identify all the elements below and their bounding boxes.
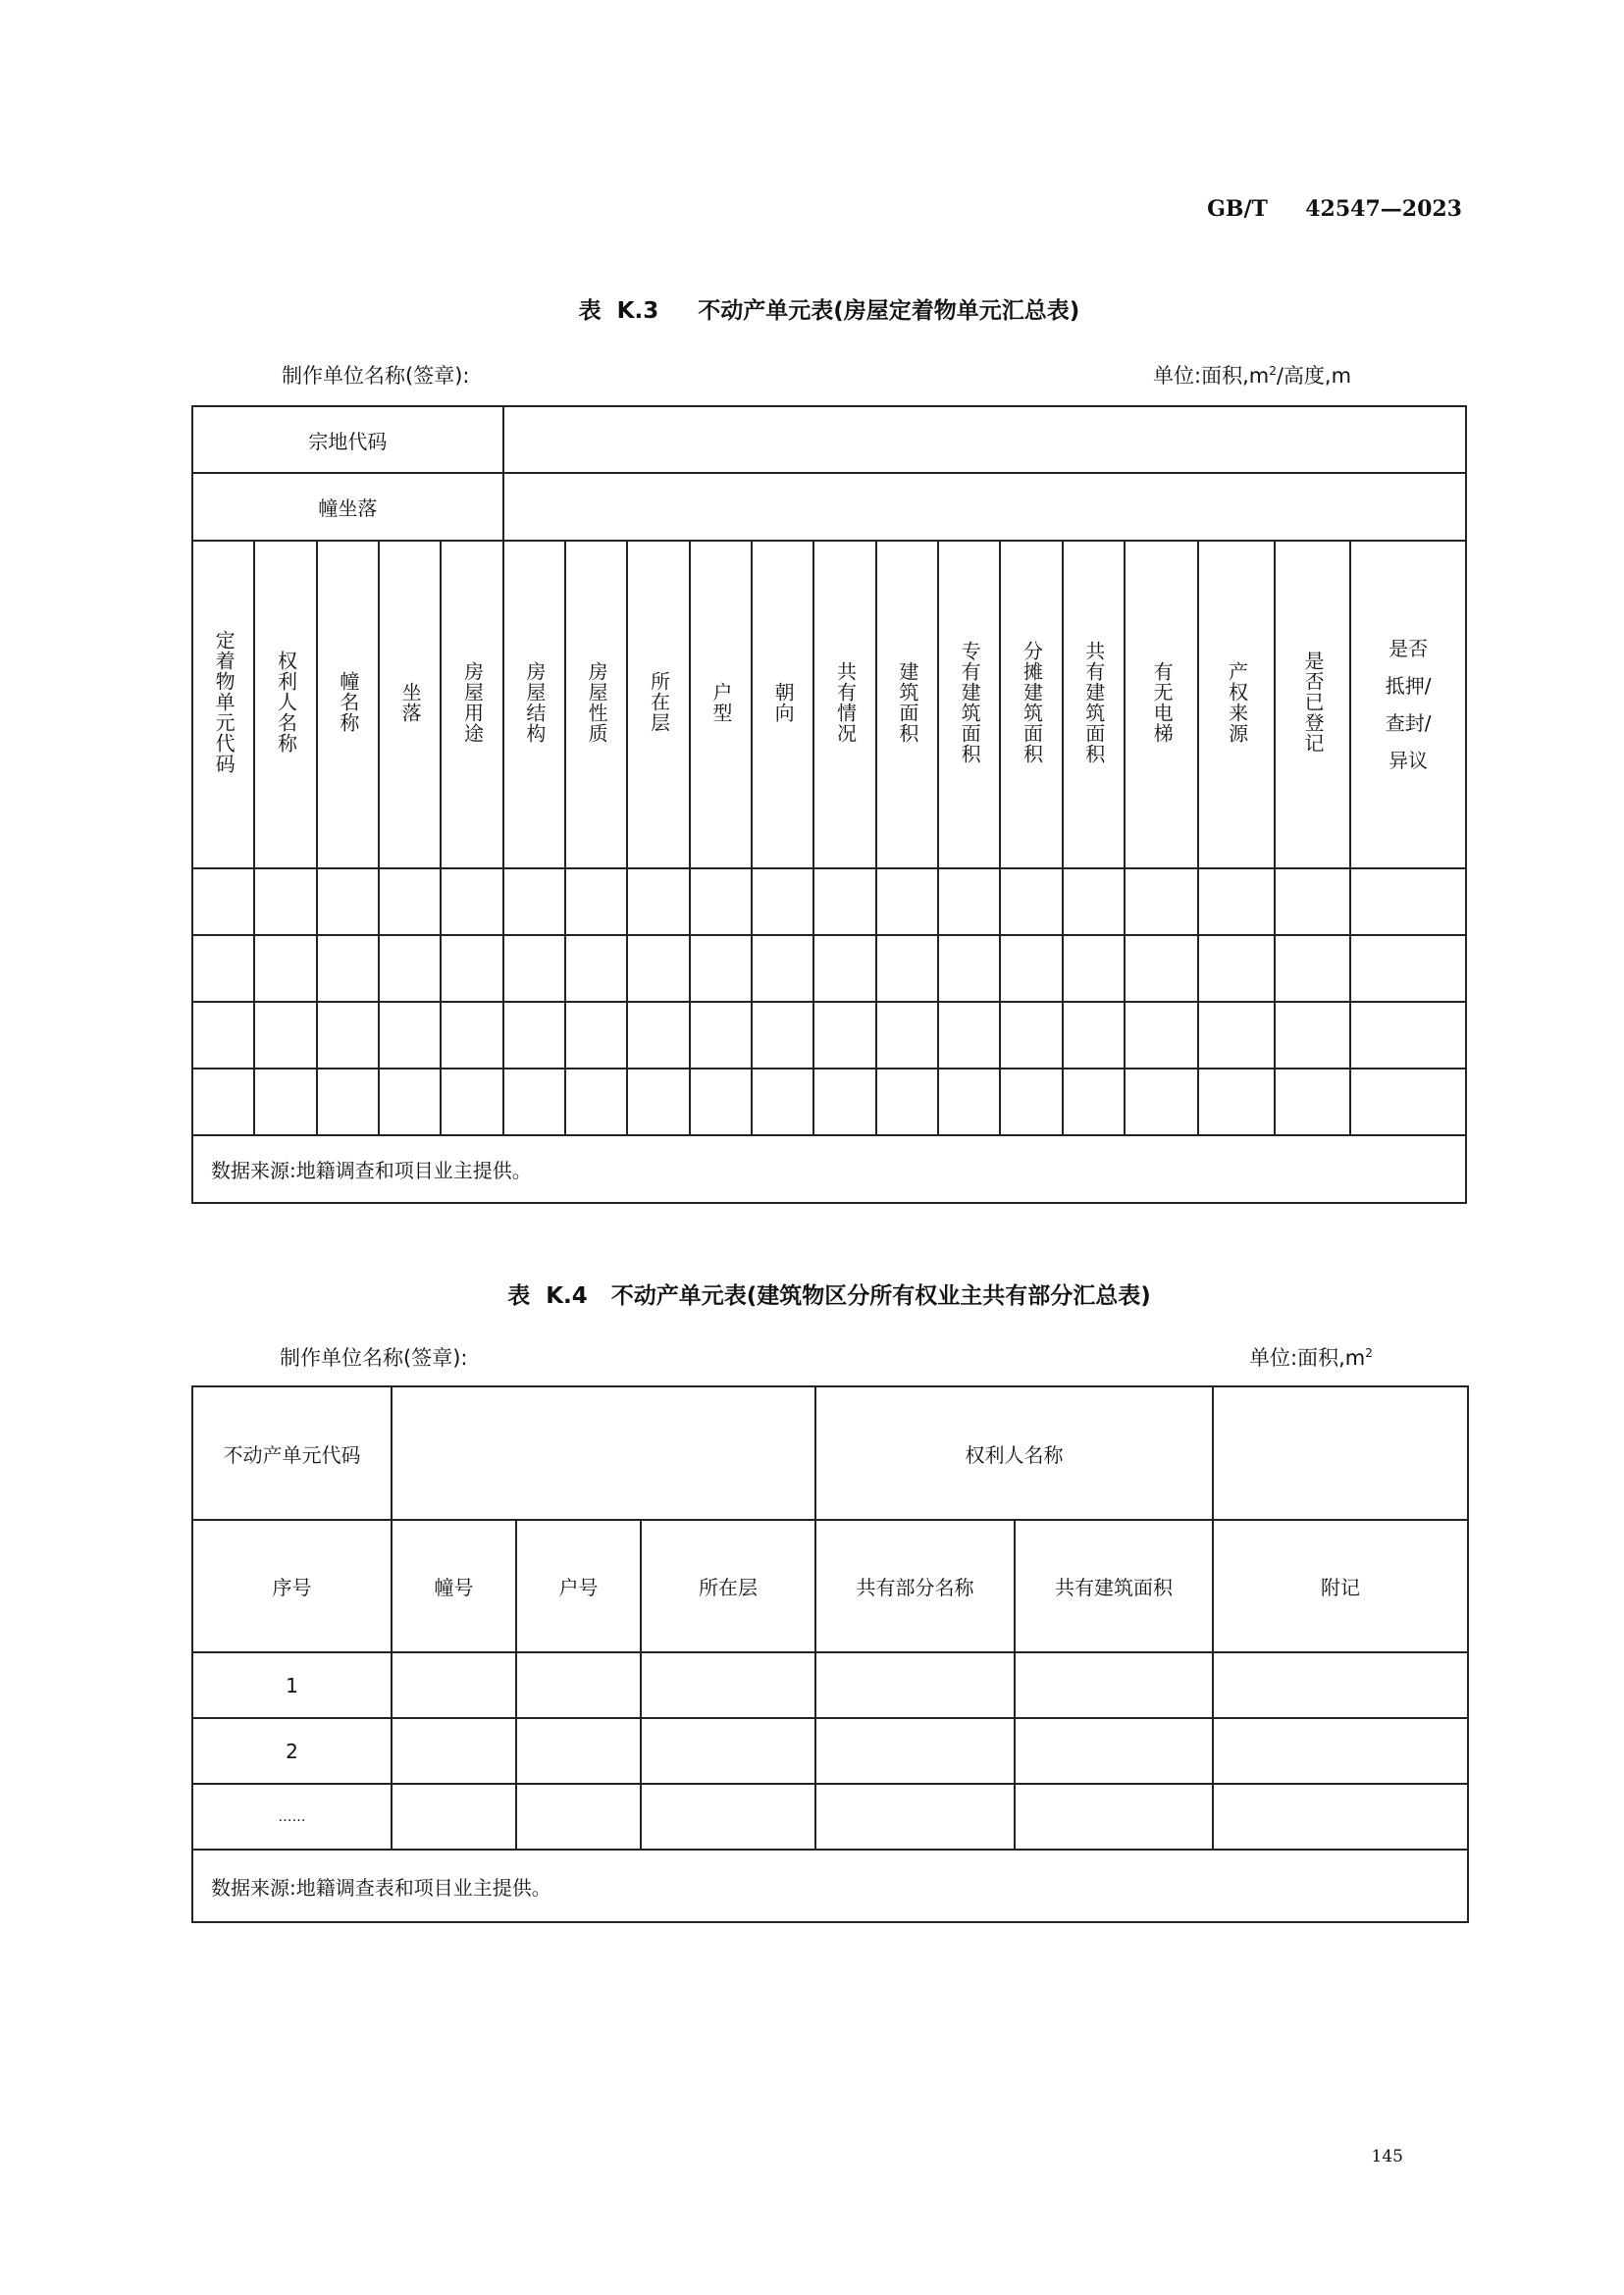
k3-empty-cell bbox=[1275, 935, 1350, 1002]
building-location-value bbox=[503, 473, 1466, 541]
unit-code-label: 不动产单元代码 bbox=[192, 1386, 392, 1520]
k4-empty-cell bbox=[641, 1718, 815, 1784]
k4-col-header: 附记 bbox=[1213, 1520, 1468, 1652]
k4-empty-cell bbox=[1015, 1652, 1213, 1718]
k3-col-header bbox=[752, 541, 813, 868]
k3-empty-cell bbox=[1063, 868, 1125, 935]
k3-empty-cell bbox=[1125, 868, 1198, 935]
k3-col-header-text: 房屋用途 bbox=[460, 660, 485, 744]
k3-empty-cell bbox=[627, 935, 689, 1002]
k3-col-header bbox=[938, 541, 1000, 868]
k3-col-header bbox=[1198, 541, 1274, 868]
k3-empty-cell bbox=[317, 868, 379, 935]
parcel-code-value bbox=[503, 406, 1466, 473]
k3-empty-cell bbox=[503, 1069, 565, 1135]
unit-code-value bbox=[392, 1386, 815, 1520]
k3-empty-cell bbox=[1125, 1002, 1198, 1069]
k3-empty-cell bbox=[379, 868, 441, 935]
k3-empty-cell bbox=[1063, 935, 1125, 1002]
page-number: 145 bbox=[1371, 2147, 1403, 2166]
k3-empty-cell bbox=[752, 868, 813, 935]
k3-empty-cell bbox=[1198, 1002, 1274, 1069]
k3-col-header bbox=[317, 541, 379, 868]
k3-col-header-encumbrance-line: 是否 bbox=[1388, 637, 1429, 660]
k3-empty-cell bbox=[690, 868, 752, 935]
k3-empty-cell bbox=[441, 1002, 502, 1069]
k3-col-header-encumbrance-line: 查封/ bbox=[1385, 711, 1432, 735]
k4-row-index: 2 bbox=[192, 1718, 392, 1784]
k3-empty-cell bbox=[317, 1002, 379, 1069]
k3-col-header-text: 坐落 bbox=[398, 681, 423, 723]
k3-empty-cell bbox=[813, 1069, 875, 1135]
k3-col-header bbox=[565, 541, 627, 868]
k3-empty-cell bbox=[317, 1069, 379, 1135]
k3-col-header-text: 分摊建筑面积 bbox=[1020, 640, 1044, 764]
k3-empty-cell bbox=[1000, 1069, 1062, 1135]
k3-col-header bbox=[1275, 541, 1350, 868]
k3-empty-cell bbox=[1000, 868, 1062, 935]
k3-col-header bbox=[813, 541, 875, 868]
k3-empty-cell bbox=[1350, 1002, 1466, 1069]
k4-empty-cell bbox=[1213, 1718, 1468, 1784]
k4-col-header: 共有建筑面积 bbox=[1015, 1520, 1213, 1652]
k3-empty-cell bbox=[752, 1002, 813, 1069]
k4-empty-cell bbox=[641, 1652, 815, 1718]
k4-empty-cell bbox=[516, 1652, 641, 1718]
k3-empty-cell bbox=[813, 1002, 875, 1069]
k3-col-header-text: 房屋结构 bbox=[522, 660, 547, 744]
k3-col-header bbox=[441, 541, 502, 868]
k4-empty-cell bbox=[516, 1718, 641, 1784]
k3-col-header-text: 产权来源 bbox=[1225, 660, 1249, 744]
k4-row-index: 1 bbox=[192, 1652, 392, 1718]
standard-code: GB/T 42547—2023 bbox=[1207, 196, 1462, 222]
k3-empty-cell bbox=[503, 868, 565, 935]
parcel-code-label: 宗地代码 bbox=[192, 406, 503, 473]
k3-empty-cell bbox=[503, 1002, 565, 1069]
k4-col-header: 户号 bbox=[516, 1520, 641, 1652]
k3-col-header bbox=[876, 541, 938, 868]
k3-col-header-text: 房屋性质 bbox=[585, 660, 609, 744]
k3-col-header-text: 共有建筑面积 bbox=[1081, 640, 1106, 764]
k4-empty-cell bbox=[392, 1652, 516, 1718]
k3-empty-cell bbox=[1275, 868, 1350, 935]
k4-col-header: 序号 bbox=[192, 1520, 392, 1652]
k3-empty-cell bbox=[627, 1069, 689, 1135]
k4-empty-cell bbox=[1015, 1718, 1213, 1784]
k3-empty-cell bbox=[192, 935, 254, 1002]
k4-empty-cell bbox=[1213, 1784, 1468, 1850]
k3-col-header bbox=[503, 541, 565, 868]
k3-empty-cell bbox=[1000, 935, 1062, 1002]
k3-empty-cell bbox=[938, 868, 1000, 935]
table-k3-org-label: 制作单位名称(签章): bbox=[282, 364, 470, 388]
k4-col-header: 共有部分名称 bbox=[815, 1520, 1015, 1652]
k3-col-header-text: 是否已登记 bbox=[1300, 651, 1325, 754]
k3-empty-cell bbox=[441, 935, 502, 1002]
k3-col-header bbox=[627, 541, 689, 868]
k4-col-header: 所在层 bbox=[641, 1520, 815, 1652]
k3-col-header-text: 幢名称 bbox=[336, 671, 360, 733]
k3-empty-cell bbox=[938, 1002, 1000, 1069]
k3-empty-cell bbox=[876, 1002, 938, 1069]
k3-col-header-text: 建筑面积 bbox=[895, 660, 919, 744]
k3-empty-cell bbox=[1275, 1002, 1350, 1069]
owner-value bbox=[1213, 1386, 1468, 1520]
k3-empty-cell bbox=[317, 935, 379, 1002]
k3-empty-cell bbox=[1350, 868, 1466, 935]
k3-empty-cell bbox=[752, 1069, 813, 1135]
k3-empty-cell bbox=[876, 1069, 938, 1135]
k3-empty-cell bbox=[379, 1002, 441, 1069]
k3-empty-cell bbox=[1125, 935, 1198, 1002]
k3-empty-cell bbox=[379, 1069, 441, 1135]
k3-empty-cell bbox=[441, 868, 502, 935]
k3-empty-cell bbox=[690, 935, 752, 1002]
k3-empty-cell bbox=[1063, 1069, 1125, 1135]
k3-empty-cell bbox=[254, 1069, 316, 1135]
k3-empty-cell bbox=[1350, 935, 1466, 1002]
k3-empty-cell bbox=[441, 1069, 502, 1135]
k3-empty-cell bbox=[565, 1002, 627, 1069]
k3-empty-cell bbox=[938, 1069, 1000, 1135]
owner-label: 权利人名称 bbox=[815, 1386, 1213, 1520]
k3-col-header bbox=[690, 541, 752, 868]
table-k3 bbox=[191, 405, 1467, 1204]
k3-empty-cell bbox=[1198, 935, 1274, 1002]
k3-col-header bbox=[1000, 541, 1062, 868]
table-k4 bbox=[191, 1385, 1469, 1923]
table-k4-title: 表 K.4 不动产单元表(建筑物区分所有权业主共有部分汇总表) bbox=[507, 1283, 1151, 1309]
k3-empty-cell bbox=[254, 868, 316, 935]
k3-col-header bbox=[254, 541, 316, 868]
k3-col-header-text: 专有建筑面积 bbox=[958, 640, 982, 764]
table-k4-unit-label: 单位:面积$,m^2$ bbox=[1249, 1346, 1373, 1370]
k3-col-header-text: 所在层 bbox=[647, 671, 671, 733]
k3-empty-cell bbox=[627, 1002, 689, 1069]
k3-col-header-encumbrance bbox=[1350, 541, 1466, 868]
k3-col-header-text: 朝向 bbox=[771, 681, 796, 723]
k3-col-header-text: 定着物单元代码 bbox=[212, 630, 236, 774]
k4-row-index: …… bbox=[192, 1784, 392, 1850]
k4-empty-cell bbox=[392, 1718, 516, 1784]
k3-col-header-encumbrance-line: 异议 bbox=[1388, 749, 1429, 772]
building-location-label: 幢坐落 bbox=[192, 473, 503, 541]
k3-empty-cell bbox=[938, 935, 1000, 1002]
k3-empty-cell bbox=[1000, 1002, 1062, 1069]
k3-empty-cell bbox=[1063, 1002, 1125, 1069]
k4-empty-cell bbox=[815, 1652, 1015, 1718]
k3-empty-cell bbox=[1198, 1069, 1274, 1135]
table-k3-data-source: 数据来源:地籍调查和项目业主提供。 bbox=[192, 1135, 1466, 1203]
k3-col-header bbox=[1063, 541, 1125, 868]
k3-empty-cell bbox=[503, 935, 565, 1002]
k3-empty-cell bbox=[254, 935, 316, 1002]
table-k4-org-label: 制作单位名称(签章): bbox=[280, 1346, 468, 1370]
k3-empty-cell bbox=[752, 935, 813, 1002]
table-k4-data-source: 数据来源:地籍调查表和项目业主提供。 bbox=[192, 1850, 1468, 1922]
k3-col-header-text: 户型 bbox=[708, 681, 733, 723]
k4-empty-cell bbox=[641, 1784, 815, 1850]
k3-empty-cell bbox=[379, 935, 441, 1002]
k3-empty-cell bbox=[565, 935, 627, 1002]
k3-empty-cell bbox=[1125, 1069, 1198, 1135]
k3-col-header-text: 权利人名称 bbox=[274, 651, 298, 754]
k4-empty-cell bbox=[516, 1784, 641, 1850]
k3-empty-cell bbox=[192, 868, 254, 935]
table-k3-unit-label: 单位:面积$,m^2/$高度,m bbox=[1153, 364, 1352, 388]
k3-col-header bbox=[192, 541, 254, 868]
k3-empty-cell bbox=[565, 868, 627, 935]
k4-empty-cell bbox=[815, 1784, 1015, 1850]
k3-col-header bbox=[1125, 541, 1198, 868]
k3-col-header bbox=[379, 541, 441, 868]
k3-empty-cell bbox=[1350, 1069, 1466, 1135]
k3-col-header-encumbrance-line: 抵押/ bbox=[1385, 674, 1432, 698]
k3-empty-cell bbox=[192, 1002, 254, 1069]
k4-empty-cell bbox=[1015, 1784, 1213, 1850]
table-k3-title: 表 K.3 不动产单元表(房屋定着物单元汇总表) bbox=[578, 298, 1080, 324]
k3-empty-cell bbox=[1198, 868, 1274, 935]
k3-empty-cell bbox=[565, 1069, 627, 1135]
k3-empty-cell bbox=[813, 935, 875, 1002]
k3-empty-cell bbox=[690, 1069, 752, 1135]
k3-col-header-text: 共有情况 bbox=[833, 660, 858, 744]
k3-col-header-text: 有无电梯 bbox=[1150, 660, 1175, 744]
k3-empty-cell bbox=[254, 1002, 316, 1069]
k3-empty-cell bbox=[876, 868, 938, 935]
k4-empty-cell bbox=[815, 1718, 1015, 1784]
k4-empty-cell bbox=[392, 1784, 516, 1850]
k3-empty-cell bbox=[192, 1069, 254, 1135]
k3-empty-cell bbox=[690, 1002, 752, 1069]
k3-empty-cell bbox=[876, 935, 938, 1002]
k4-col-header: 幢号 bbox=[392, 1520, 516, 1652]
k3-empty-cell bbox=[813, 868, 875, 935]
k3-empty-cell bbox=[1275, 1069, 1350, 1135]
k3-empty-cell bbox=[627, 868, 689, 935]
k4-empty-cell bbox=[1213, 1652, 1468, 1718]
